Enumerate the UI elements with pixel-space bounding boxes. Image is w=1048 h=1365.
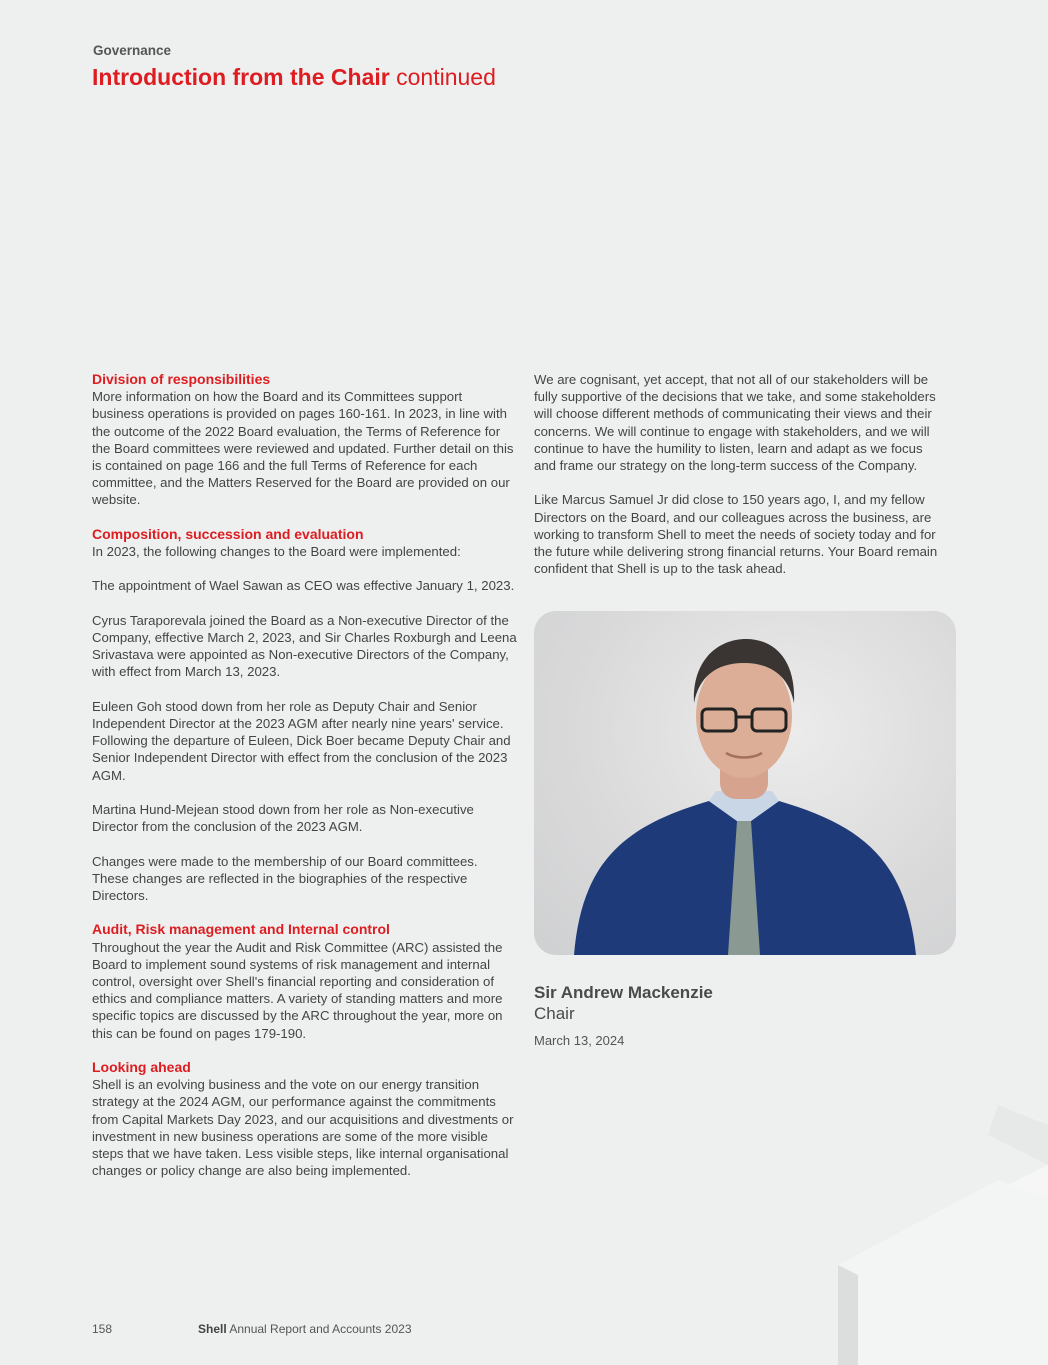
left-column bbox=[92, 371, 517, 1179]
looking-ahead-heading: Looking ahead bbox=[92, 1059, 191, 1075]
division-heading: Division of responsibilities bbox=[92, 371, 271, 387]
signatory-role: Chair bbox=[534, 1004, 575, 1023]
signature-date: March 13, 2024 bbox=[534, 1033, 625, 1048]
page-title bbox=[92, 64, 496, 91]
page-footer bbox=[92, 1322, 412, 1336]
portrait-illustration bbox=[534, 611, 956, 955]
composition-paragraph: Changes were made to the membership of our Board committees. These changes are reflected in the biographies of the respective Directors. bbox=[92, 853, 478, 903]
composition-paragraph: Martina Hund-Mejean stood down from her role as Non-executive Director from the conclusion of the 2023 AGM. bbox=[92, 802, 474, 835]
right-paragraph: Like Marcus Samuel Jr did close to 150 years ago, I, and my fellow Directors on the Board, and our colleagues across the business, are working to transform Shell to meet the needs of society today and for the future while delivering strong financial returns. Your Board remain confident that Shell is up to the task ahead. bbox=[534, 492, 938, 577]
footer-report-title: Annual Report and Accounts 2023 bbox=[229, 1322, 412, 1336]
looking-ahead-text: Shell is an evolving business and the vote on our energy transition strategy at the 2024 AGM, our performance against the commitments from Capital Markets Day 2023, and our acquisitions and divestments or investment in new business operations are some of the more visible steps that we have taken. Less visible steps, like internal organisational changes or policy change are also being implemented. bbox=[92, 1077, 514, 1179]
background-hexagon-graphic bbox=[748, 1105, 1048, 1365]
audit-text: Throughout the year the Audit and Risk Committee (ARC) assisted the Board to implement sound systems of risk management and internal control, oversight over Shell's financial reporting and consideration of ethics and compliance matters. A variety of standing matters and more specific topics are discussed by the ARC throughout the year, more on this can be found on pages 179-190. bbox=[92, 939, 503, 1041]
composition-paragraph: The appointment of Wael Sawan as CEO was effective January 1, 2023. bbox=[92, 578, 515, 594]
composition-section bbox=[92, 526, 517, 904]
looking-ahead-section bbox=[92, 1059, 517, 1179]
right-paragraph: We are cognisant, yet accept, that not all of our stakeholders will be fully supportive of the decisions that we take, and some stakeholders will choose different methods of communicating their views and their concerns. We will continue to engage with stakeholders, and we will continue to have the humility to listen, learn and adapt as we focus and frame our strategy on the long-term success of the Company. bbox=[534, 372, 936, 474]
page-number: 158 bbox=[92, 1322, 113, 1336]
division-text: More information on how the Board and its Committees support business operations is provided on pages 160-161. In 2023, in line with the outcome of the 2022 Board evaluation, the Terms of Reference for the Board committees were reviewed and updated. Further detail on this is contained on page 166 and the full Terms of Reference for each committee, and the Matters Reserved for the Board are provided on our website. bbox=[92, 389, 514, 508]
composition-paragraph: Cyrus Taraporevala joined the Board as a Non-executive Director of the Company, effective March 2, 2023, and Sir Charles Roxburgh and Leena Srivastava were appointed as Non-executive Directors of the Company, with effect from March 13, 2023. bbox=[92, 612, 517, 680]
audit-heading: Audit, Risk management and Internal control bbox=[92, 921, 390, 938]
section-label: Governance bbox=[93, 43, 172, 58]
division-section bbox=[92, 371, 517, 509]
composition-heading: Composition, succession and evaluation bbox=[92, 525, 364, 542]
chair-portrait-photo bbox=[534, 611, 956, 955]
page-title-main: Introduction from the Chair bbox=[92, 64, 390, 90]
footer-brand: Shell bbox=[198, 1322, 227, 1336]
composition-paragraph: In 2023, the following changes to the Board were implemented: bbox=[92, 544, 461, 560]
page-title-suffix: continued bbox=[389, 64, 496, 90]
signatory-name: Sir Andrew Mackenzie bbox=[534, 983, 713, 1002]
right-column bbox=[534, 371, 944, 577]
audit-section bbox=[92, 921, 517, 1041]
composition-paragraph: Euleen Goh stood down from her role as Deputy Chair and Senior Independent Director at the 2023 AGM after nearly nine years' service. Following the departure of Euleen, Dick Boer became Deputy Chair and Senior Independent Director with effect from the conclusion of the 2023 AGM. bbox=[92, 698, 511, 783]
